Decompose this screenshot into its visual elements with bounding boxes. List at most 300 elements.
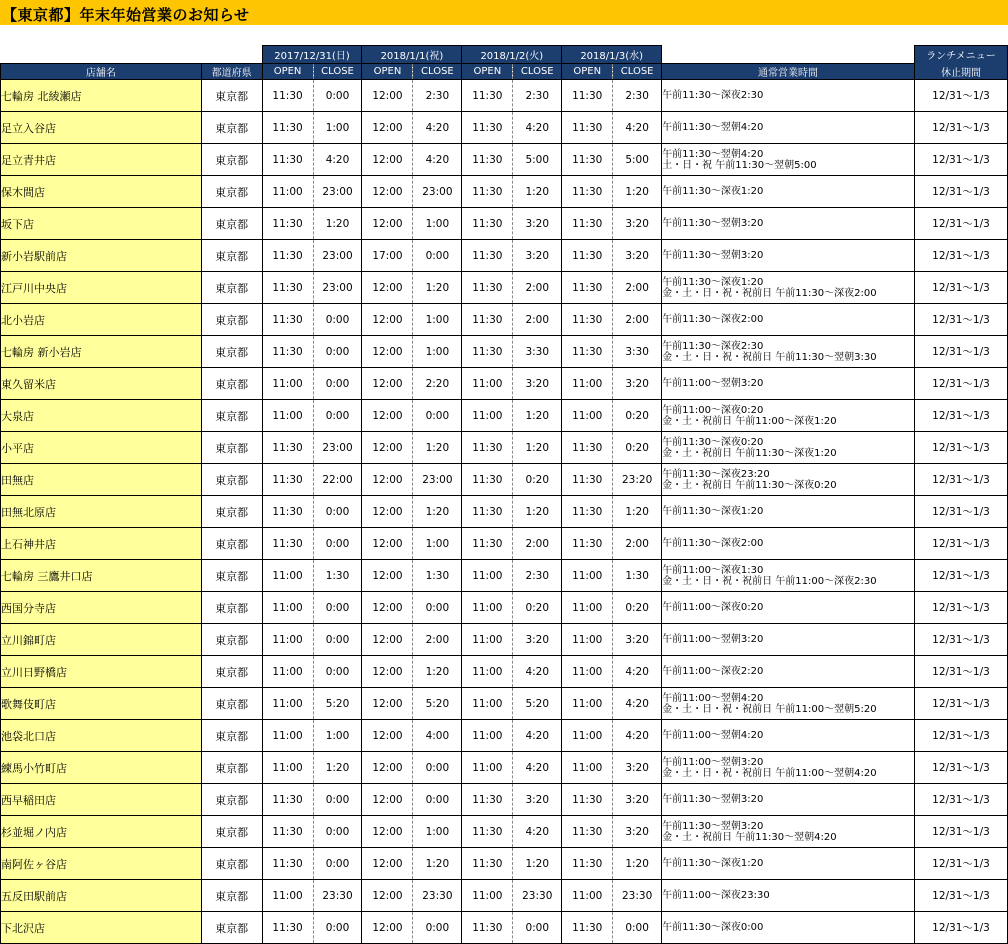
close-time-cell: 0:00 [413, 912, 462, 944]
prefecture-cell: 東京都 [201, 144, 262, 176]
close-time-cell: 23:00 [313, 240, 362, 272]
open-time-cell: 11:30 [262, 304, 313, 336]
open-time-cell: 11:30 [562, 432, 613, 464]
open-time-cell: 11:30 [262, 496, 313, 528]
regular-hours-cell [662, 80, 915, 112]
open-time-cell: 11:00 [262, 752, 313, 784]
prefecture-cell: 東京都 [201, 784, 262, 816]
open-time-cell: 11:00 [462, 624, 513, 656]
header-spacer [662, 46, 915, 64]
close-time-cell: 1:00 [313, 112, 362, 144]
store-name-cell: 七輪房 新小岩店 [1, 336, 202, 368]
open-time-cell: 11:00 [562, 368, 613, 400]
close-time-cell: 23:00 [313, 272, 362, 304]
table-row [1, 752, 1008, 784]
open-time-cell: 11:00 [262, 656, 313, 688]
prefecture-cell: 東京都 [201, 112, 262, 144]
prefecture-cell: 東京都 [201, 176, 262, 208]
table-row [1, 656, 1008, 688]
lunch-pause-cell: 12/31～1/3 [914, 432, 1007, 464]
table-row [1, 336, 1008, 368]
regular-hours-cell [662, 272, 915, 304]
open-time-cell: 12:00 [362, 816, 413, 848]
close-time-cell: 3:20 [613, 784, 662, 816]
regular-hours-cell [662, 400, 915, 432]
table-row [1, 144, 1008, 176]
open-time-cell: 12:00 [362, 624, 413, 656]
open-time-cell: 11:30 [462, 272, 513, 304]
open-time-cell: 11:00 [262, 880, 313, 912]
open-time-cell: 12:00 [362, 272, 413, 304]
lunch-pause-cell: 12/31～1/3 [914, 464, 1007, 496]
regular-hours-line: 午前11:00～翌朝3:20 [662, 756, 764, 768]
lunch-pause-cell: 12/31～1/3 [914, 240, 1007, 272]
regular-hours-line: 午前11:00～深夜23:30 [662, 890, 770, 901]
open-time-cell: 11:30 [562, 208, 613, 240]
close-time-cell: 2:00 [413, 624, 462, 656]
prefecture-header: 都道府県 [201, 64, 262, 80]
open-time-cell: 11:30 [262, 240, 313, 272]
lunch-pause-cell: 12/31～1/3 [914, 752, 1007, 784]
prefecture-cell: 東京都 [201, 624, 262, 656]
date-header-4: 2018/1/3(水) [562, 46, 662, 64]
regular-hours-line: 午前11:00～深夜0:20 [662, 602, 764, 613]
open-time-cell: 12:00 [362, 912, 413, 944]
hours-table [0, 45, 1008, 944]
prefecture-cell: 東京都 [201, 848, 262, 880]
open-time-cell: 11:30 [262, 912, 313, 944]
open-time-cell: 11:30 [562, 272, 613, 304]
store-name-cell: 田無店 [1, 464, 202, 496]
prefecture-cell: 東京都 [201, 720, 262, 752]
store-name-cell: 足立青井店 [1, 144, 202, 176]
regular-hours-cell [662, 112, 915, 144]
open-time-cell: 11:00 [562, 752, 613, 784]
close-time-cell: 1:20 [413, 848, 462, 880]
close-time-cell: 5:00 [513, 144, 562, 176]
open-time-cell: 12:00 [362, 208, 413, 240]
close-time-cell: 0:00 [413, 752, 462, 784]
regular-hours-cell [662, 784, 915, 816]
open-time-cell: 11:30 [562, 912, 613, 944]
close-header: CLOSE [613, 64, 662, 80]
lunch-pause-cell: 12/31～1/3 [914, 592, 1007, 624]
open-time-cell: 11:30 [462, 112, 513, 144]
regular-hours-line: 金・土・日・祝・祝前日 午前11:00～深夜2:30 [662, 575, 877, 587]
close-time-cell: 0:00 [313, 400, 362, 432]
close-time-cell: 2:30 [413, 80, 462, 112]
prefecture-cell: 東京都 [201, 80, 262, 112]
regular-hours-line: 午前11:00～翌朝4:20 [662, 692, 764, 704]
open-header: OPEN [562, 64, 613, 80]
table-row [1, 720, 1008, 752]
open-time-cell: 11:00 [462, 592, 513, 624]
table-row [1, 432, 1008, 464]
header-spacer [201, 46, 262, 64]
prefecture-cell: 東京都 [201, 688, 262, 720]
open-time-cell: 12:00 [362, 432, 413, 464]
open-time-cell: 11:30 [462, 464, 513, 496]
close-time-cell: 3:20 [613, 208, 662, 240]
open-time-cell: 11:00 [562, 400, 613, 432]
regular-hours-cell [662, 144, 915, 176]
regular-hours-line: 午前11:30～深夜0:20 [662, 436, 764, 448]
table-row [1, 496, 1008, 528]
prefecture-cell: 東京都 [201, 368, 262, 400]
close-time-cell: 1:20 [613, 848, 662, 880]
prefecture-cell: 東京都 [201, 304, 262, 336]
close-time-cell: 4:20 [413, 144, 462, 176]
open-time-cell: 12:00 [362, 848, 413, 880]
regular-hours-line: 午前11:30～深夜1:20 [662, 186, 764, 197]
store-name-cell: 足立入谷店 [1, 112, 202, 144]
store-name-cell: 江戸川中央店 [1, 272, 202, 304]
regular-hours-line: 午前11:30～翌朝3:20 [662, 250, 764, 261]
close-time-cell: 1:20 [513, 848, 562, 880]
close-time-cell: 1:20 [413, 272, 462, 304]
close-time-cell: 3:20 [513, 208, 562, 240]
close-time-cell: 4:00 [413, 720, 462, 752]
close-time-cell: 1:20 [513, 432, 562, 464]
regular-hours-cell [662, 208, 915, 240]
open-time-cell: 12:00 [362, 400, 413, 432]
close-time-cell: 2:00 [513, 304, 562, 336]
close-time-cell: 3:20 [513, 784, 562, 816]
close-time-cell: 1:00 [413, 528, 462, 560]
regular-hours-line: 午前11:00～深夜2:20 [662, 666, 764, 677]
close-time-cell: 0:00 [413, 400, 462, 432]
close-time-cell: 4:20 [413, 112, 462, 144]
close-time-cell: 23:30 [613, 880, 662, 912]
lunch-pause-cell: 12/31～1/3 [914, 368, 1007, 400]
close-time-cell: 3:20 [513, 368, 562, 400]
prefecture-cell: 東京都 [201, 336, 262, 368]
store-name-cell: 五反田駅前店 [1, 880, 202, 912]
open-time-cell: 11:30 [462, 432, 513, 464]
close-time-cell: 4:20 [513, 816, 562, 848]
lunch-pause-cell: 12/31～1/3 [914, 400, 1007, 432]
regular-hours-line: 午前11:00～翌朝3:20 [662, 634, 764, 645]
open-time-cell: 11:30 [562, 528, 613, 560]
close-time-cell: 1:00 [413, 304, 462, 336]
open-time-cell: 11:00 [462, 400, 513, 432]
prefecture-cell: 東京都 [201, 816, 262, 848]
regular-hours-cell [662, 720, 915, 752]
open-time-cell: 12:00 [362, 496, 413, 528]
open-time-cell: 11:00 [562, 720, 613, 752]
table-row [1, 560, 1008, 592]
regular-hours-line: 金・土・祝前日 午前11:00～深夜1:20 [662, 415, 837, 427]
close-time-cell: 3:20 [513, 240, 562, 272]
open-time-cell: 11:00 [562, 560, 613, 592]
table-row [1, 208, 1008, 240]
open-time-cell: 12:00 [362, 304, 413, 336]
regular-hours-cell [662, 592, 915, 624]
close-time-cell: 0:20 [513, 592, 562, 624]
open-time-cell: 11:30 [562, 496, 613, 528]
table-row [1, 176, 1008, 208]
close-time-cell: 3:30 [613, 336, 662, 368]
open-time-cell: 11:30 [462, 496, 513, 528]
lunch-pause-cell: 12/31～1/3 [914, 176, 1007, 208]
table-row [1, 912, 1008, 944]
open-time-cell: 11:30 [562, 144, 613, 176]
open-time-cell: 11:00 [462, 752, 513, 784]
open-time-cell: 11:30 [262, 432, 313, 464]
close-time-cell: 1:20 [513, 496, 562, 528]
table-row [1, 112, 1008, 144]
open-time-cell: 11:30 [262, 784, 313, 816]
open-time-cell: 11:30 [262, 272, 313, 304]
regular-hours-line: 午前11:30～深夜2:00 [662, 538, 764, 549]
regular-hours-line: 午前11:30～翌朝3:20 [662, 218, 764, 229]
lunch-pause-cell: 12/31～1/3 [914, 528, 1007, 560]
open-time-cell: 11:30 [562, 112, 613, 144]
regular-hours-cell [662, 304, 915, 336]
regular-hours-cell [662, 848, 915, 880]
close-time-cell: 23:00 [413, 464, 462, 496]
lunch-pause-cell: 12/31～1/3 [914, 816, 1007, 848]
store-name-cell: 七輪房 三鷹井口店 [1, 560, 202, 592]
open-time-cell: 12:00 [362, 784, 413, 816]
close-time-cell: 4:20 [313, 144, 362, 176]
open-time-cell: 11:30 [462, 144, 513, 176]
lunch-pause-cell: 12/31～1/3 [914, 144, 1007, 176]
table-row [1, 464, 1008, 496]
close-time-cell: 3:20 [613, 752, 662, 784]
close-time-cell: 1:20 [613, 176, 662, 208]
page-title: 【東京都】年末年始営業のお知らせ [2, 6, 250, 24]
open-time-cell: 12:00 [362, 336, 413, 368]
store-name-cell: 杉並堀ノ内店 [1, 816, 202, 848]
regular-hours-cell [662, 752, 915, 784]
open-time-cell: 11:00 [562, 592, 613, 624]
table-row [1, 784, 1008, 816]
prefecture-cell: 東京都 [201, 432, 262, 464]
open-time-cell: 11:30 [462, 848, 513, 880]
open-time-cell: 11:00 [262, 720, 313, 752]
close-time-cell: 5:00 [613, 144, 662, 176]
regular-hours-line: 午前11:30～翌朝4:20 [662, 148, 764, 160]
close-time-cell: 3:20 [613, 624, 662, 656]
lunch-pause-cell: 12/31～1/3 [914, 880, 1007, 912]
close-time-cell: 23:30 [313, 880, 362, 912]
lunch-pause-cell: 12/31～1/3 [914, 784, 1007, 816]
close-time-cell: 1:20 [613, 496, 662, 528]
lunch-pause-cell: 12/31～1/3 [914, 336, 1007, 368]
open-time-cell: 11:00 [462, 880, 513, 912]
prefecture-cell: 東京都 [201, 592, 262, 624]
prefecture-cell: 東京都 [201, 752, 262, 784]
open-time-cell: 11:30 [462, 816, 513, 848]
open-time-cell: 11:00 [562, 688, 613, 720]
lunch-pause-cell: 12/31～1/3 [914, 304, 1007, 336]
open-time-cell: 11:30 [262, 464, 313, 496]
close-time-cell: 2:00 [613, 272, 662, 304]
store-name-cell: 立川錦町店 [1, 624, 202, 656]
open-time-cell: 11:00 [562, 880, 613, 912]
table-row [1, 624, 1008, 656]
prefecture-cell: 東京都 [201, 560, 262, 592]
date-header-2: 2018/1/1(祝) [362, 46, 462, 64]
close-header: CLOSE [313, 64, 362, 80]
open-time-cell: 12:00 [362, 656, 413, 688]
close-time-cell: 2:00 [513, 272, 562, 304]
lunch-pause-cell: 12/31～1/3 [914, 80, 1007, 112]
open-time-cell: 12:00 [362, 144, 413, 176]
lunch-pause-cell: 12/31～1/3 [914, 656, 1007, 688]
lunch-pause-cell: 12/31～1/3 [914, 208, 1007, 240]
close-time-cell: 2:20 [413, 368, 462, 400]
open-time-cell: 11:30 [562, 80, 613, 112]
regular-hours-cell [662, 912, 915, 944]
store-name-cell: 坂下店 [1, 208, 202, 240]
lunch-pause-cell: 12/31～1/3 [914, 496, 1007, 528]
close-time-cell: 2:00 [613, 528, 662, 560]
close-time-cell: 1:20 [413, 496, 462, 528]
regular-hours-line: 金・土・祝前日 午前11:30～翌朝4:20 [662, 831, 837, 843]
header-spacer [1, 46, 202, 64]
close-time-cell: 4:20 [613, 112, 662, 144]
regular-hours-line: 金・土・日・祝・祝前日 午前11:30～翌朝3:30 [662, 351, 877, 363]
open-time-cell: 11:00 [262, 368, 313, 400]
close-time-cell: 1:30 [413, 560, 462, 592]
open-time-cell: 11:30 [262, 528, 313, 560]
open-time-cell: 11:30 [462, 80, 513, 112]
open-time-cell: 11:00 [462, 688, 513, 720]
close-time-cell: 4:20 [513, 720, 562, 752]
open-time-cell: 12:00 [362, 112, 413, 144]
regular-hours-cell [662, 496, 915, 528]
close-time-cell: 1:20 [313, 208, 362, 240]
close-time-cell: 0:00 [313, 624, 362, 656]
regular-hours-line: 金・土・日・祝・祝前日 午前11:00～翌朝5:20 [662, 703, 877, 715]
open-time-cell: 11:00 [262, 560, 313, 592]
table-row [1, 240, 1008, 272]
close-time-cell: 3:20 [613, 240, 662, 272]
close-time-cell: 5:20 [513, 688, 562, 720]
close-time-cell: 0:20 [613, 432, 662, 464]
open-time-cell: 11:30 [562, 784, 613, 816]
open-time-cell: 11:30 [562, 304, 613, 336]
open-time-cell: 11:30 [562, 336, 613, 368]
table-row [1, 80, 1008, 112]
lunch-header-line2: 休止期間 [914, 64, 1007, 80]
close-time-cell: 23:00 [413, 176, 462, 208]
prefecture-cell: 東京都 [201, 528, 262, 560]
open-time-cell: 12:00 [362, 560, 413, 592]
close-time-cell: 0:00 [413, 240, 462, 272]
lunch-pause-cell: 12/31～1/3 [914, 112, 1007, 144]
table-row [1, 368, 1008, 400]
open-time-cell: 11:30 [262, 336, 313, 368]
open-time-cell: 12:00 [362, 80, 413, 112]
lunch-pause-cell: 12/31～1/3 [914, 848, 1007, 880]
close-time-cell: 3:20 [613, 368, 662, 400]
close-time-cell: 5:20 [313, 688, 362, 720]
open-time-cell: 11:00 [262, 624, 313, 656]
regular-hours-cell [662, 880, 915, 912]
open-time-cell: 12:00 [362, 720, 413, 752]
close-time-cell: 23:30 [413, 880, 462, 912]
open-time-cell: 11:30 [462, 336, 513, 368]
store-name-cell: 北小岩店 [1, 304, 202, 336]
table-row [1, 848, 1008, 880]
open-time-cell: 11:30 [562, 816, 613, 848]
close-time-cell: 0:00 [313, 528, 362, 560]
table-row [1, 880, 1008, 912]
open-time-cell: 12:00 [362, 880, 413, 912]
prefecture-cell: 東京都 [201, 272, 262, 304]
open-time-cell: 11:00 [562, 656, 613, 688]
table-row [1, 272, 1008, 304]
close-time-cell: 0:00 [313, 304, 362, 336]
close-time-cell: 1:00 [413, 336, 462, 368]
open-time-cell: 11:30 [562, 848, 613, 880]
close-time-cell: 0:20 [513, 464, 562, 496]
close-time-cell: 23:00 [313, 432, 362, 464]
open-time-cell: 11:30 [262, 112, 313, 144]
table-body [1, 80, 1008, 944]
open-time-cell: 12:00 [362, 464, 413, 496]
open-time-cell: 12:00 [362, 368, 413, 400]
store-name-header: 店舗名 [1, 64, 202, 80]
regular-hours-cell [662, 688, 915, 720]
open-time-cell: 11:00 [262, 688, 313, 720]
close-time-cell: 1:30 [313, 560, 362, 592]
regular-hours-line: 金・土・日・祝・祝前日 午前11:00～翌朝4:20 [662, 767, 877, 779]
regular-hours-line: 午前11:30～深夜2:30 [662, 340, 764, 352]
close-time-cell: 3:30 [513, 336, 562, 368]
close-time-cell: 4:20 [613, 720, 662, 752]
close-time-cell: 2:00 [513, 528, 562, 560]
regular-hours-cell [662, 240, 915, 272]
close-time-cell: 23:20 [613, 464, 662, 496]
prefecture-cell: 東京都 [201, 464, 262, 496]
close-time-cell: 1:30 [613, 560, 662, 592]
close-header: CLOSE [413, 64, 462, 80]
close-time-cell: 0:00 [313, 816, 362, 848]
close-time-cell: 0:00 [313, 848, 362, 880]
close-time-cell: 0:00 [513, 912, 562, 944]
close-time-cell: 1:20 [513, 400, 562, 432]
open-time-cell: 11:00 [262, 400, 313, 432]
close-time-cell: 1:00 [413, 208, 462, 240]
open-time-cell: 11:30 [262, 144, 313, 176]
store-name-cell: 新小岩駅前店 [1, 240, 202, 272]
close-time-cell: 2:30 [613, 80, 662, 112]
store-name-cell: 西国分寺店 [1, 592, 202, 624]
open-time-cell: 12:00 [362, 176, 413, 208]
regular-hours-line: 午前11:00～深夜1:30 [662, 564, 764, 576]
close-header: CLOSE [513, 64, 562, 80]
regular-hours-line: 午前11:30～翌朝3:20 [662, 794, 764, 805]
regular-hours-cell [662, 368, 915, 400]
regular-hours-line: 金・土・祝前日 午前11:30～深夜0:20 [662, 479, 837, 491]
store-name-cell: 小平店 [1, 432, 202, 464]
open-time-cell: 11:30 [562, 464, 613, 496]
open-time-cell: 11:30 [562, 240, 613, 272]
close-time-cell: 1:20 [413, 656, 462, 688]
regular-hours-cell [662, 528, 915, 560]
open-time-cell: 11:30 [462, 784, 513, 816]
regular-hours-cell [662, 432, 915, 464]
regular-hours-cell [662, 464, 915, 496]
lunch-pause-cell: 12/31～1/3 [914, 720, 1007, 752]
date-header-3: 2018/1/2(火) [462, 46, 562, 64]
open-time-cell: 12:00 [362, 752, 413, 784]
lunch-pause-cell: 12/31～1/3 [914, 912, 1007, 944]
